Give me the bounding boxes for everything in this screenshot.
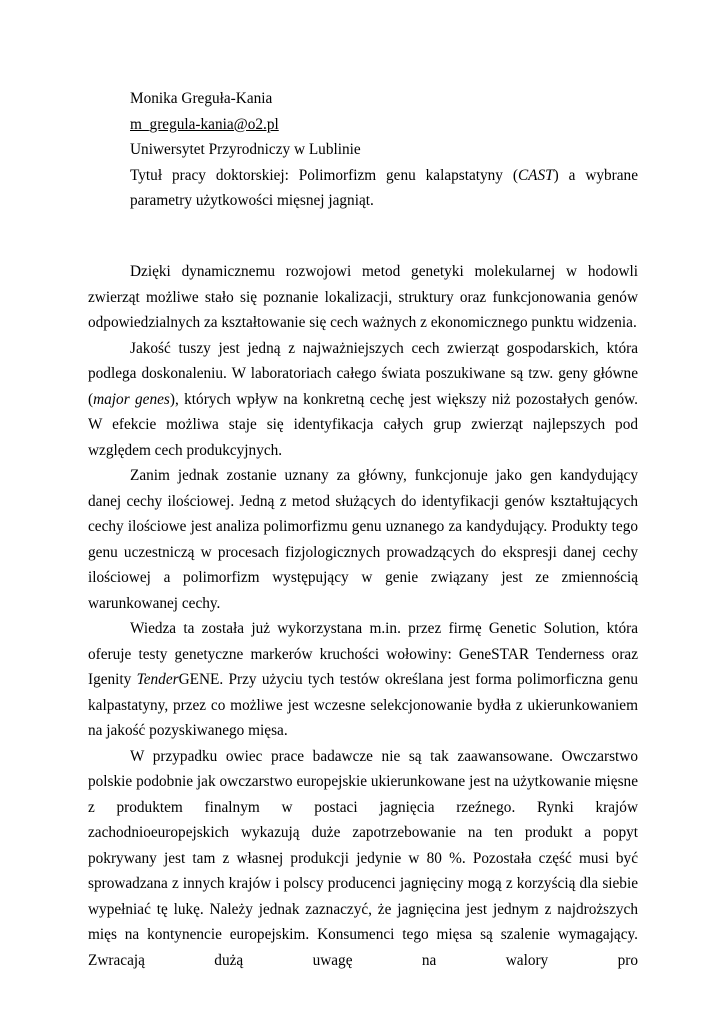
paragraph-3: Zanim jednak zostanie uznany za główny, funkcjonuje jako gen kandydujący danej cechy ilościowej. Jedną z metod służących do identyfikacji genów kształtujących cechy ilościowe jest analiza polimorfizmu genu uznanego za kandydujący. Produkty tego genu uczestniczą w procesach fizjologicznych prowadzących do ekspresji danej cechy ilościowej a polimorfizm występujący w genie związany jest ze zmiennością warunkowanej cechy. [88, 467, 638, 612]
document-body [88, 259, 638, 973]
thesis-title-prefix: Tytuł pracy doktorskiej: Polimorfizm genu kalapstatyny ( [130, 166, 518, 184]
university-name: Uniwersytet Przyrodniczy w Lublinie [130, 141, 361, 158]
paragraph-4-italic: Tender [136, 671, 179, 688]
paragraph-5: W przypadku owiec prace badawcze nie są tak zaawansowane. Owczarstwo polskie podobnie jak owczarstwo europejskie ukierunkowane jest na użytkowanie mięsne z produktem finalnym w postaci jagnięcia rzeźnego. Rynki krajów zachodnioeuropejskich wykazują duże zapotrzebowanie na ten produkt a popyt pokrywany jest tam z własnej produkcji jedynie w 80 %. Pozostała część musi być sprowadzana z innych krajów i polscy producenci jagnięciny mogą z korzyścią dla siebie wypełniać tę lukę. Należy jednak zaznaczyć, że jagnięcina jest jednym z najdroższych mięs na kontynencie europejskim. Konsumenci tego mięsa są szalenie wymagający. Zwracają dużą uwagę na walory pro [88, 747, 638, 969]
document-header [130, 86, 638, 214]
author-email[interactable]: m_gregula-kania@o2.pl [130, 115, 279, 133]
thesis-title [130, 163, 638, 214]
author-name: Monika Greguła-Kania [130, 90, 273, 107]
thesis-title-gene: CAST [517, 166, 554, 184]
thesis-title-suffix: ) a wybrane parametry użytkowości mięsnej jagniąt. [130, 166, 638, 209]
paragraph-2 [88, 336, 638, 464]
paragraph-4-start: Wiedza ta została już wykorzystana m.in. przez firmę Genetic Solution, która oferuje testy genetyczne markerów kruchości wołowiny: GeneSTAR Tenderness oraz Igenity [88, 620, 638, 688]
paragraph-1: Dzięki dynamicznemu rozwojowi metod genetyki molekularnej w hodowli zwierząt możliwe stało się poznanie lokalizacji, struktury oraz funkcjonowania genów odpowiedzialnych za kształtowanie się cech ważnych z ekonomicznego punktu widzenia. [88, 263, 638, 331]
paragraph-2-term: major genes [93, 390, 170, 408]
paragraph-4-end: GENE. Przy użyciu tych testów określana jest forma polimorficzna genu kalpastatyny, przez co możliwe jest wczesne selekcjonowanie bydła z ukierunkowaniem na jakość pozyskiwanego mięsa. [88, 671, 638, 739]
paragraph-2-start: Jakość tuszy jest jedną z najważniejszych cech zwierząt gospodarskich, która podlega doskonaleniu. W laboratoriach całego świata poszukiwane są tzw. geny główne ( [88, 339, 638, 408]
paragraph-4 [88, 616, 638, 744]
paragraph-2-end: ), których wpływ na konkretną cechę jest większy niż pozostałych genów. W efekcie możliwa staje się identyfikacja całych grup zwierząt najlepszych pod względem cech produkcyjnych. [88, 390, 638, 459]
